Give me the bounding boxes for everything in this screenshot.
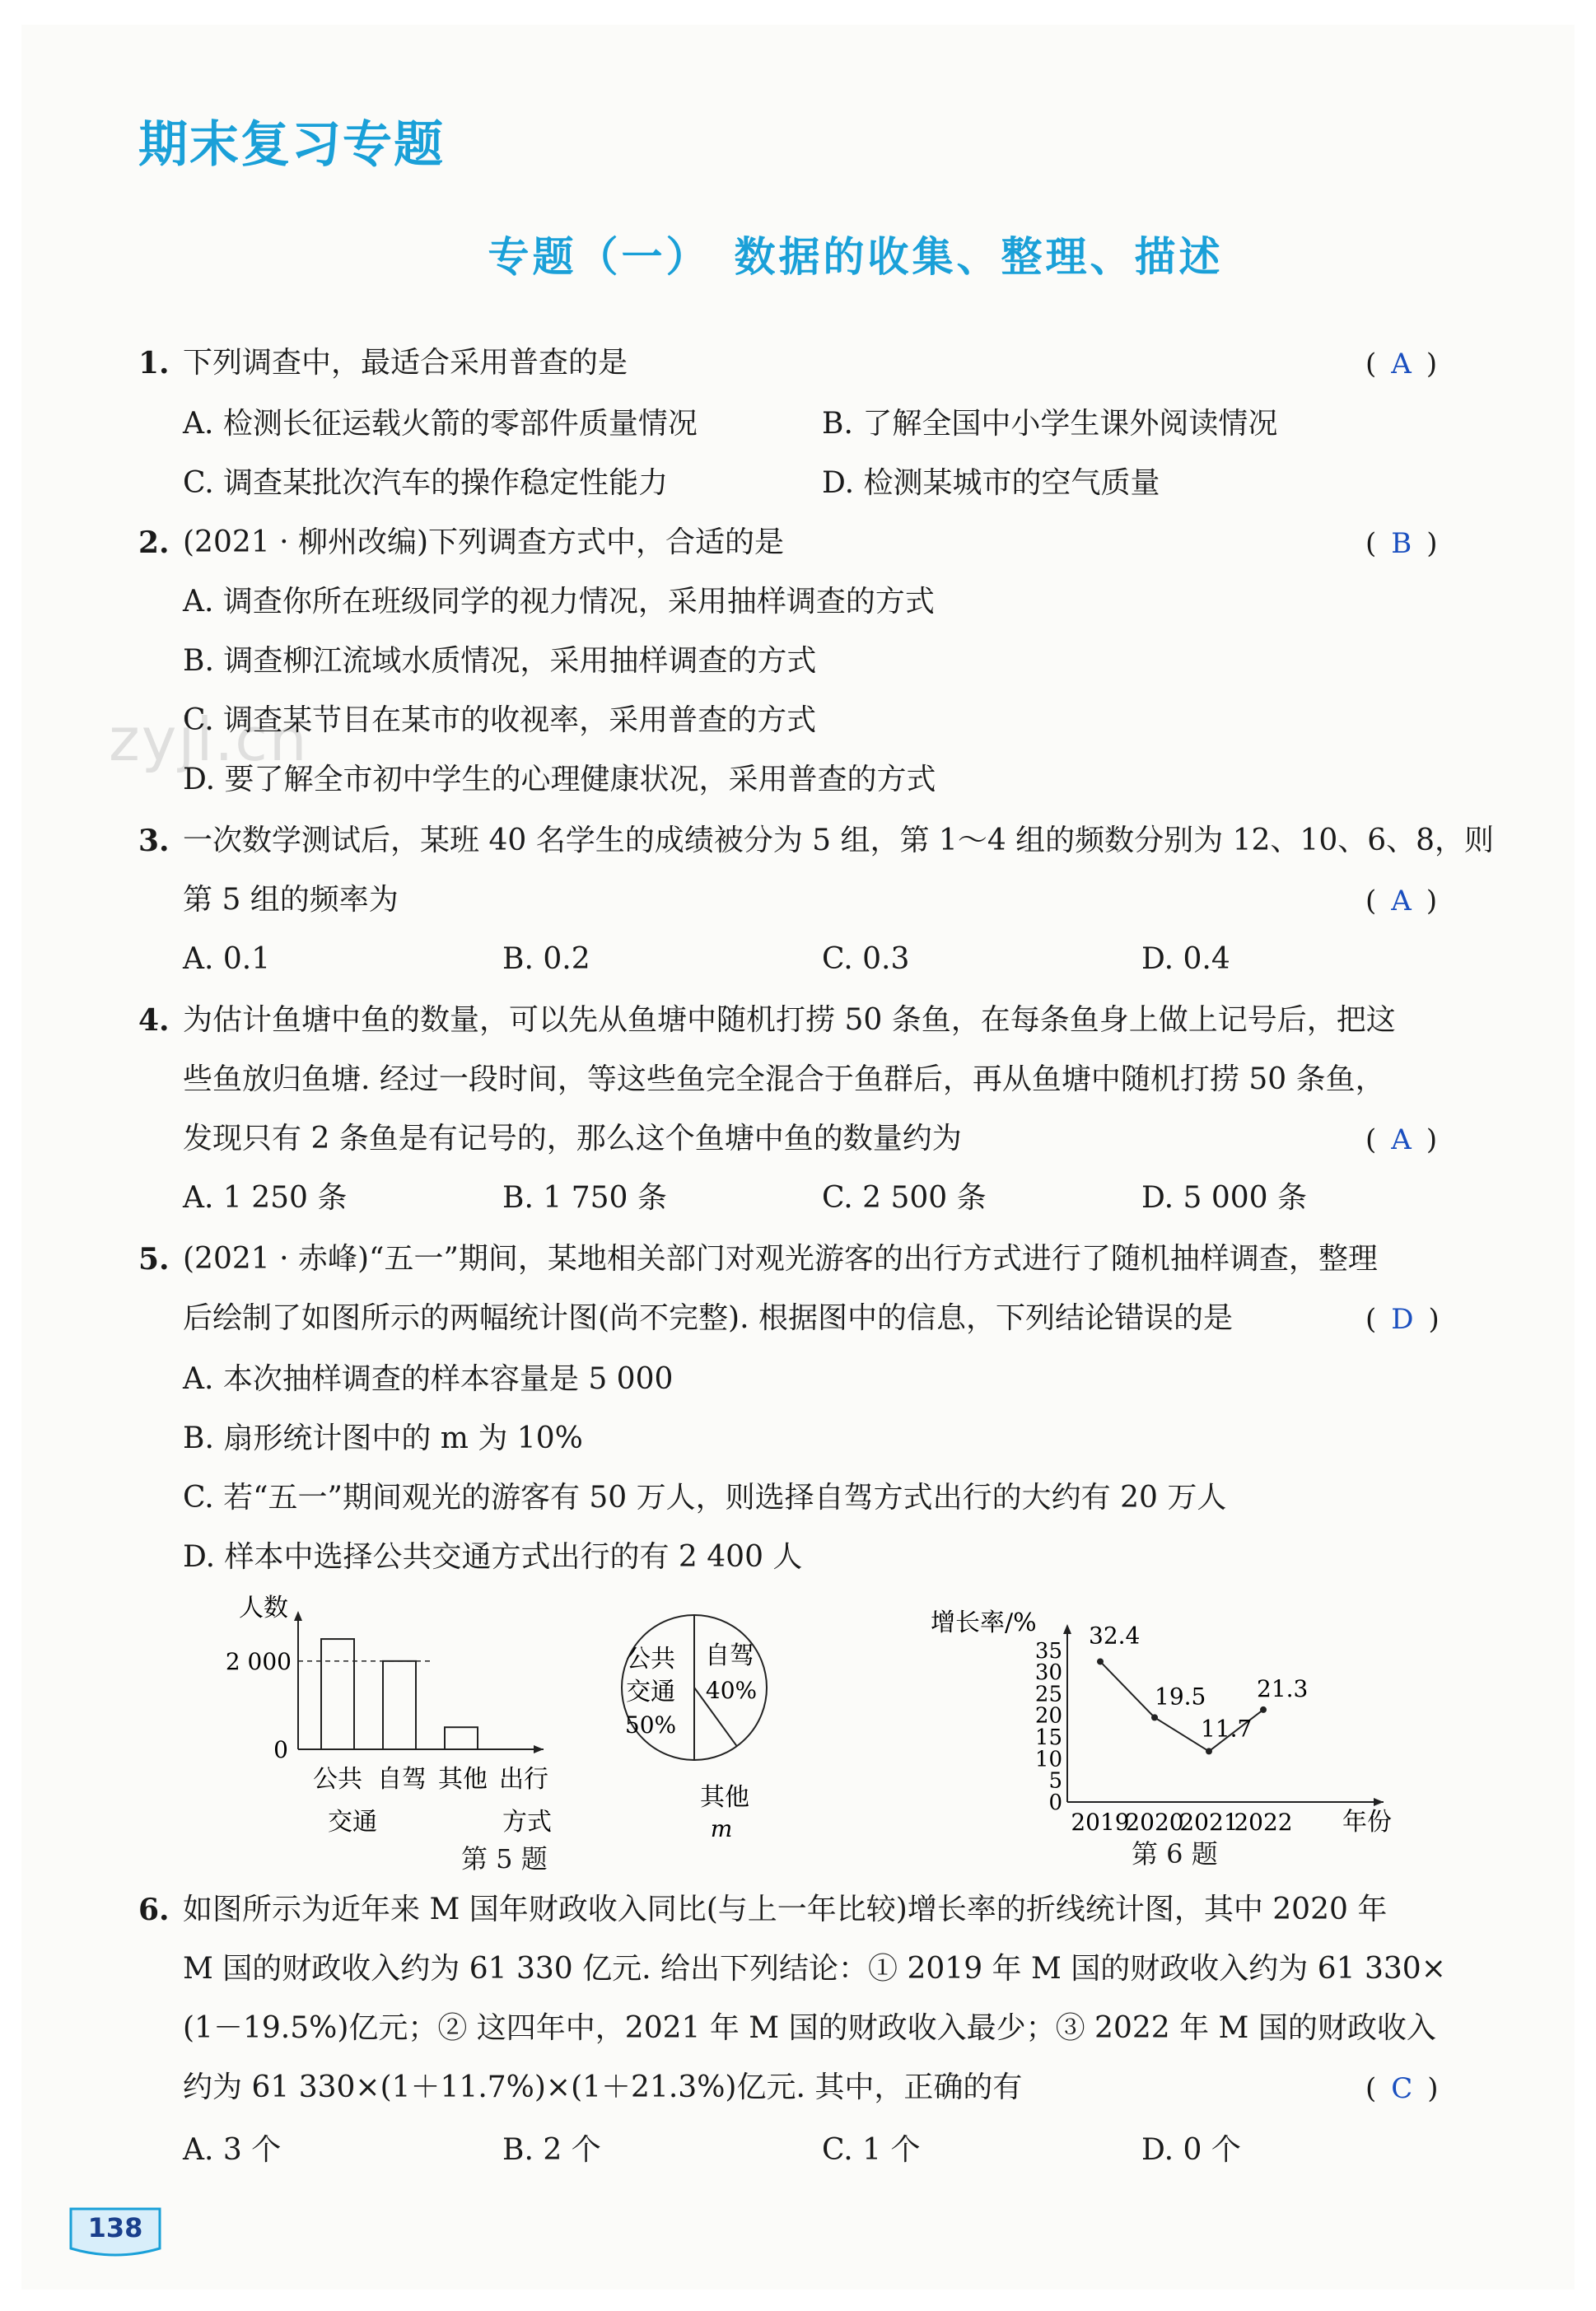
answer-value: A: [1391, 1123, 1412, 1156]
y-tick-label: 30: [1034, 1660, 1062, 1686]
option-c: C. 1 个: [822, 2133, 921, 2167]
y-axis-label: 人数: [239, 1594, 288, 1622]
option-c: C. 调查某批次汽车的操作稳定性能力: [183, 466, 669, 500]
y-axis-label: 增长率/%: [931, 1608, 1037, 1637]
option-d: D. 检测某城市的空气质量: [822, 466, 1160, 500]
y-axis-arrow-icon: [294, 1611, 302, 1621]
x-tick-label: 其他: [438, 1765, 488, 1794]
y-tick-label: 15: [1034, 1725, 1062, 1751]
data-label: 21.3: [1257, 1674, 1309, 1702]
x-tick-label: 2019: [1071, 1809, 1130, 1836]
option-c: C. 2 500 条: [822, 1181, 987, 1215]
question-number: 3.: [138, 824, 170, 858]
option-a: A. 1 250 条: [183, 1181, 348, 1215]
question-text: 为估计鱼塘中鱼的数量，可以先从鱼塘中随机打捞 50 条鱼，在每条鱼身上做上记号后，把这: [183, 1003, 1396, 1037]
pie-label: 自驾: [705, 1641, 754, 1670]
y-axis-arrow-icon: [1063, 1624, 1071, 1634]
figure-6-caption: 第 6 题: [1132, 1838, 1218, 1870]
answer-value: B: [1391, 527, 1412, 560]
pie-chart: [601, 1609, 782, 1848]
data-label: 11.7: [1201, 1715, 1253, 1743]
x-axis-arrow-icon: [1374, 1798, 1384, 1806]
option-c: C. 调查某节目在某市的收视率，采用普查的方式: [183, 703, 817, 737]
option-d: D. 5 000 条: [1141, 1181, 1307, 1215]
option-d: D. 0.4: [1141, 942, 1230, 976]
y-tick-label: 5: [1048, 1768, 1062, 1794]
answer-bracket: ( A ): [1365, 348, 1438, 380]
x-axis-label: 方式: [502, 1808, 552, 1837]
bar-2: [445, 1727, 478, 1749]
question-text: 发现只有 2 条鱼是有记号的，那么这个鱼塘中鱼的数量约为: [183, 1122, 962, 1156]
section-title: 专题（一） 数据的收集、整理、描述: [488, 233, 1224, 281]
data-point: [1260, 1706, 1267, 1713]
question-text: 约为 61 330×(1＋11.7%)×(1＋21.3%)亿元. 其中，正确的有: [183, 2071, 1023, 2104]
question-text: (1－19.5%)亿元；② 这四年中，2021 年 M 国的财政收入最少；③ 2022 年 M 国的财政收入: [183, 2011, 1436, 2045]
question-text: (2021 · 柳州改编)下列调查方式中，合适的是: [183, 525, 785, 559]
answer-value: A: [1391, 348, 1412, 380]
page-number-badge: [68, 2204, 163, 2257]
y-tick-label: 2 000: [225, 1647, 292, 1675]
answer-bracket: ( D ): [1365, 1303, 1440, 1336]
question-text: 下列调查中，最适合采用普查的是: [183, 346, 628, 380]
question-number: 1.: [138, 346, 170, 380]
y-tick-label: 35: [1034, 1638, 1062, 1664]
line-chart: [922, 1603, 1433, 1842]
header-title: 期末复习专题: [138, 116, 445, 174]
question-text: M 国的财政收入约为 61 330 亿元. 给出下列结论：① 2019 年 M 国的财政收入约为 61 330×: [183, 1952, 1446, 1986]
option-a: A. 检测长征运载火箭的零部件质量情况: [183, 407, 698, 441]
option-d: D. 要了解全市初中学生的心理健康状况，采用普查的方式: [183, 763, 936, 796]
pie-label: 其他: [700, 1783, 749, 1812]
option-a: A. 本次抽样调查的样本容量是 5 000: [183, 1362, 674, 1396]
bar-chart: [222, 1594, 601, 1842]
answer-bracket: ( A ): [1365, 885, 1438, 917]
option-b: B. 1 750 条: [502, 1181, 667, 1215]
question-number: 5.: [138, 1242, 170, 1277]
page-number: 138: [87, 2212, 143, 2243]
y-tick-label: 0: [273, 1736, 288, 1763]
question-text: 如图所示为近年来 M 国年财政收入同比(与上一年比较)增长率的折线统计图，其中 2020 年: [183, 1893, 1388, 1926]
y-tick-label: 25: [1034, 1682, 1062, 1707]
data-point: [1097, 1658, 1104, 1664]
data-label: 19.5: [1155, 1683, 1206, 1711]
data-label: 32.4: [1089, 1622, 1141, 1650]
data-point: [1206, 1748, 1212, 1754]
answer-value: C: [1391, 2072, 1413, 2105]
answer-value: D: [1391, 1303, 1414, 1336]
pie-label: 50%: [624, 1711, 677, 1739]
pie-label: 交通: [626, 1678, 675, 1706]
option-b: B. 调查柳江流域水质情况，采用抽样调查的方式: [183, 644, 817, 678]
x-tick-label: 自驾: [377, 1765, 427, 1794]
pie-label: 公共: [626, 1645, 675, 1674]
question-text: 些鱼放归鱼塘. 经过一段时间，等这些鱼完全混合于鱼群后，再从鱼塘中随机打捞 50 条鱼，: [183, 1062, 1385, 1096]
x-axis-arrow-icon: [534, 1745, 544, 1753]
option-d: D. 样本中选择公共交通方式出行的有 2 400 人: [183, 1540, 803, 1574]
option-a: A. 0.1: [183, 942, 271, 976]
x-tick-label: 2022: [1234, 1809, 1293, 1836]
y-tick-label: 0: [1048, 1790, 1062, 1815]
x-tick-label: 2021: [1179, 1809, 1239, 1836]
y-tick-label: 10: [1034, 1747, 1062, 1772]
option-b: B. 2 个: [502, 2133, 601, 2167]
figure-5-caption: 第 5 题: [461, 1843, 548, 1874]
data-point: [1151, 1714, 1158, 1720]
question-number: 6.: [138, 1893, 170, 1927]
watermark: zyjl.cn: [109, 705, 309, 774]
x-tick-label: 公共: [313, 1765, 362, 1794]
question-text: (2021 · 赤峰)“五一”期间，某地相关部门对观光游客的出行方式进行了随机抽样调查，整理: [183, 1242, 1378, 1276]
question-text: 一次数学测试后，某班 40 名学生的成绩被分为 5 组，第 1～4 组的频数分别为 12、10、6、8，则: [183, 824, 1495, 857]
question-number: 2.: [138, 525, 170, 560]
option-a: A. 3 个: [183, 2133, 282, 2167]
option-c: C. 若“五一”期间观光的游客有 50 万人，则选择自驾方式出行的大约有 20 万人: [183, 1481, 1227, 1515]
bar-0: [321, 1639, 354, 1749]
answer-value: A: [1391, 885, 1412, 917]
answer-bracket: ( A ): [1365, 1123, 1438, 1156]
x-tick-label: 2020: [1125, 1809, 1184, 1836]
option-b: B. 扇形统计图中的 m 为 10%: [183, 1422, 583, 1455]
question-text: 后绘制了如图所示的两幅统计图(尚不完整). 根据图中的信息，下列结论错误的是: [183, 1301, 1233, 1335]
option-a: A. 调查你所在班级同学的视力情况，采用抽样调查的方式: [183, 585, 935, 619]
x-tick-label: 交通: [328, 1808, 377, 1837]
option-c: C. 0.3: [822, 942, 910, 976]
pie-label: 40%: [705, 1677, 758, 1704]
y-tick-label: 20: [1034, 1703, 1062, 1729]
option-b: B. 0.2: [502, 942, 590, 976]
option-d: D. 0 个: [1141, 2133, 1241, 2167]
question-number: 4.: [138, 1003, 170, 1038]
x-axis-label: 年份: [1342, 1808, 1392, 1837]
question-text: 第 5 组的频率为: [183, 883, 399, 917]
option-b: B. 了解全国中小学生课外阅读情况: [822, 407, 1278, 441]
x-axis-label: 出行: [499, 1765, 548, 1794]
bar-1: [383, 1661, 416, 1749]
answer-bracket: ( B ): [1365, 527, 1438, 560]
pie-label: m: [710, 1815, 733, 1842]
answer-bracket: ( C ): [1365, 2072, 1439, 2105]
